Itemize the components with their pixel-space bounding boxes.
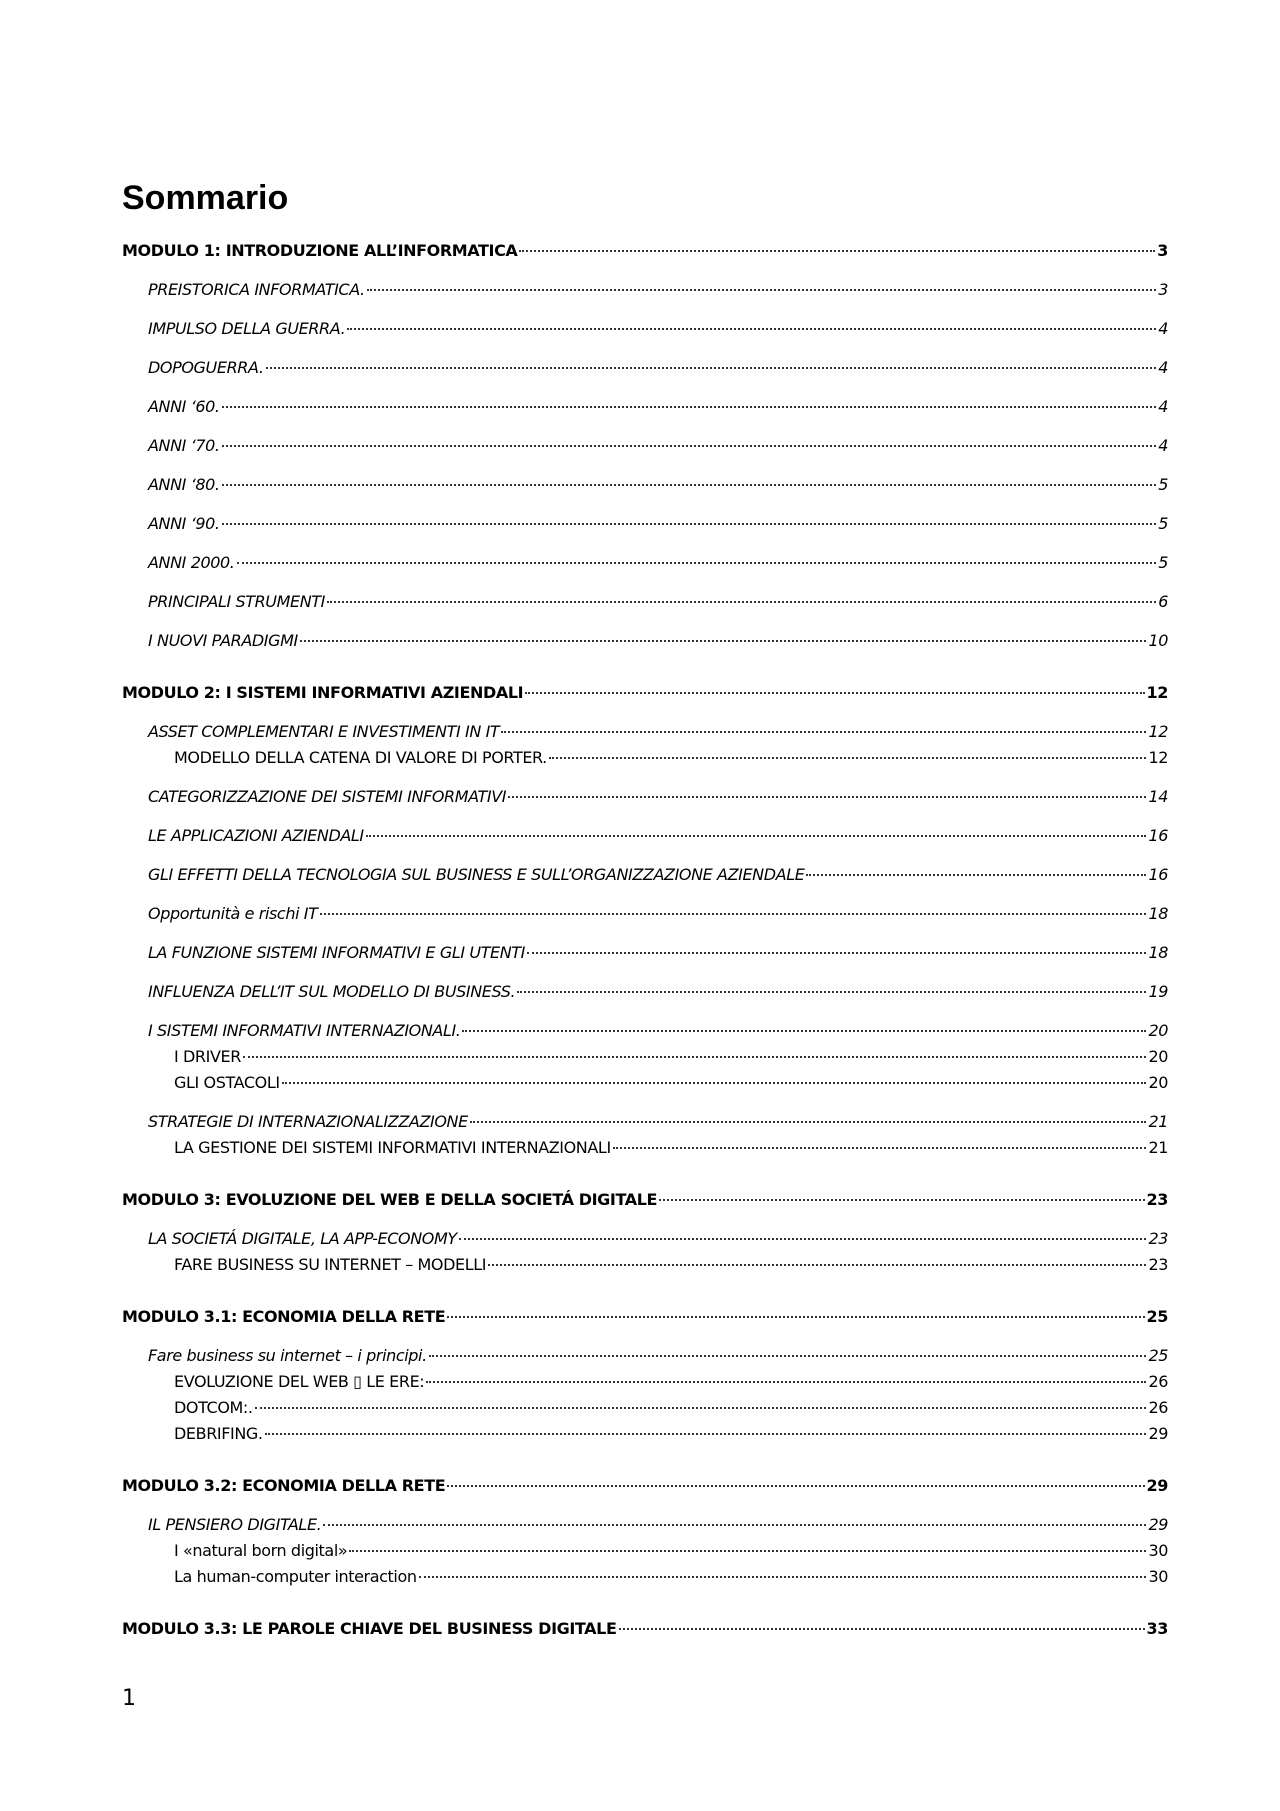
toc-entry-level2[interactable]: [122, 589, 1168, 615]
toc-entry-label: ANNI ‘90.: [148, 514, 220, 533]
toc-entry-page: 16: [1148, 865, 1168, 884]
toc-dot-leader: [265, 1433, 1147, 1435]
toc-entry-label: LA GESTIONE DEI SISTEMI INFORMATIVI INTERNAZIONALI: [174, 1138, 611, 1157]
toc-entry-level1[interactable]: [122, 1473, 1168, 1499]
toc-dot-leader: [222, 523, 1157, 525]
toc-dot-leader: [255, 1407, 1147, 1409]
toc-entry-page: 4: [1158, 358, 1168, 377]
toc-entry-page: 5: [1158, 553, 1168, 572]
toc-dot-leader: [806, 874, 1146, 876]
toc-entry-page: 23: [1148, 1229, 1168, 1248]
toc-dot-leader: [347, 328, 1156, 330]
toc-entry-level2[interactable]: [122, 940, 1168, 966]
toc-entry-page: 4: [1158, 436, 1168, 455]
toc-entry-label: DOPOGUERRA.: [148, 358, 264, 377]
toc-entry-label: Opportunità e rischi IT: [148, 904, 318, 923]
toc-dot-leader: [243, 1056, 1147, 1058]
toc-entry-level3[interactable]: [122, 1044, 1168, 1070]
toc-entry-level3[interactable]: [122, 1538, 1168, 1564]
toc-entry-page: 29: [1146, 1476, 1168, 1495]
toc-entry-page: 21: [1148, 1112, 1168, 1131]
toc-entry-level3[interactable]: [122, 1564, 1168, 1590]
toc-dot-leader: [367, 289, 1156, 291]
toc-entry-level2[interactable]: [122, 862, 1168, 888]
toc-entry-level3[interactable]: [122, 1135, 1168, 1161]
toc-dot-leader: [419, 1576, 1147, 1578]
toc-entry-page: 21: [1148, 1138, 1168, 1157]
toc-entry-label: IL PENSIERO DIGITALE.: [148, 1515, 322, 1534]
toc-dot-leader: [488, 1264, 1146, 1266]
toc-entry-label: ASSET COMPLEMENTARI E INVESTIMENTI IN IT: [148, 722, 500, 741]
toc-entry-level2[interactable]: [122, 719, 1168, 745]
toc-entry-label: MODULO 2: I SISTEMI INFORMATIVI AZIENDALI: [122, 683, 524, 702]
toc-entry-page: 5: [1158, 475, 1168, 494]
toc-entry-page: 25: [1148, 1346, 1168, 1365]
toc-entry-level2[interactable]: [122, 433, 1168, 459]
toc-dot-leader: [462, 1030, 1146, 1032]
toc-entry-level3[interactable]: [122, 1252, 1168, 1278]
toc-entry-level2[interactable]: [122, 394, 1168, 420]
toc-dot-leader: [517, 991, 1146, 993]
toc-entry-page: 5: [1158, 514, 1168, 533]
toc-dot-leader: [323, 1524, 1146, 1526]
toc-entry-label: PREISTORICA INFORMATICA.: [148, 280, 365, 299]
table-of-contents: [122, 238, 1168, 1642]
toc-entry-page: 33: [1146, 1619, 1168, 1638]
toc-dot-leader: [549, 757, 1147, 759]
toc-entry-page: 25: [1146, 1307, 1168, 1326]
toc-entry-label: FARE BUSINESS SU INTERNET – MODELLI: [174, 1255, 487, 1274]
toc-entry-label: MODULO 3: EVOLUZIONE DEL WEB E DELLA SOCIETÁ DIGITALE: [122, 1190, 658, 1209]
toc-entry-page: 4: [1158, 397, 1168, 416]
toc-entry-label: Fare business su internet – i principi.: [148, 1346, 427, 1365]
toc-dot-leader: [266, 367, 1157, 369]
toc-entry-level1[interactable]: [122, 1304, 1168, 1330]
toc-entry-page: 3: [1157, 241, 1168, 260]
toc-entry-level1[interactable]: [122, 1187, 1168, 1213]
toc-entry-page: 19: [1148, 982, 1168, 1001]
toc-dot-leader: [659, 1199, 1144, 1201]
toc-entry-page: 18: [1148, 943, 1168, 962]
toc-entry-level3[interactable]: [122, 1070, 1168, 1096]
toc-entry-level2[interactable]: [122, 472, 1168, 498]
toc-entry-level2[interactable]: [122, 1512, 1168, 1538]
toc-entry-level3[interactable]: [122, 745, 1168, 771]
toc-entry-label: STRATEGIE DI INTERNAZIONALIZZAZIONE: [148, 1112, 468, 1131]
toc-entry-level3[interactable]: [122, 1421, 1168, 1447]
toc-entry-page: 29: [1148, 1424, 1168, 1443]
toc-dot-leader: [447, 1485, 1144, 1487]
toc-entry-label: ANNI ‘70.: [148, 436, 220, 455]
toc-entry-level1[interactable]: [122, 1616, 1168, 1642]
toc-entry-label: ANNI 2000.: [148, 553, 235, 572]
toc-entry-label: EVOLUZIONE DEL WEB ▯ LE ERE:: [174, 1372, 425, 1391]
toc-entry-page: 18: [1148, 904, 1168, 923]
toc-dot-leader: [447, 1316, 1144, 1318]
toc-dot-leader: [459, 1238, 1147, 1240]
toc-entry-page: 26: [1148, 1372, 1168, 1391]
toc-dot-leader: [366, 835, 1147, 837]
toc-entry-page: 23: [1148, 1255, 1168, 1274]
toc-entry-level2[interactable]: [122, 979, 1168, 1005]
toc-entry-page: 12: [1148, 748, 1168, 767]
toc-dot-leader: [501, 731, 1146, 733]
toc-entry-label: GLI OSTACOLI: [174, 1073, 280, 1092]
toc-entry-label: ANNI ‘80.: [148, 475, 220, 494]
toc-dot-leader: [349, 1550, 1146, 1552]
toc-entry-label: INFLUENZA DELL’IT SUL MODELLO DI BUSINESS.: [148, 982, 516, 1001]
toc-dot-leader: [426, 1381, 1146, 1383]
toc-entry-level2[interactable]: [122, 511, 1168, 537]
toc-entry-label: GLI EFFETTI DELLA TECNOLOGIA SUL BUSINESS E SULL’ORGANIZZAZIONE AZIENDALE: [148, 865, 805, 884]
toc-entry-label: La human-computer interaction: [174, 1567, 417, 1586]
toc-entry-label: I DRIVER: [174, 1047, 241, 1066]
toc-entry-label: MODELLO DELLA CATENA DI VALORE DI PORTER.: [174, 748, 547, 767]
toc-entry-level2[interactable]: [122, 277, 1168, 303]
toc-entry-label: PRINCIPALI STRUMENTI: [148, 592, 325, 611]
toc-dot-leader: [613, 1147, 1147, 1149]
toc-dot-leader: [237, 562, 1157, 564]
toc-entry-level2[interactable]: [122, 784, 1168, 810]
toc-dot-leader: [525, 692, 1144, 694]
toc-entry-page: 4: [1158, 319, 1168, 338]
toc-entry-label: MODULO 3.3: LE PAROLE CHIAVE DEL BUSINESS DIGITALE: [122, 1619, 617, 1638]
toc-entry-page: 26: [1148, 1398, 1168, 1417]
toc-entry-level2[interactable]: [122, 628, 1168, 654]
toc-entry-label: I SISTEMI INFORMATIVI INTERNAZIONALI.: [148, 1021, 461, 1040]
page-title: Sommario: [122, 179, 289, 217]
toc-entry-page: 20: [1148, 1047, 1168, 1066]
toc-dot-leader: [320, 913, 1147, 915]
toc-entry-level3[interactable]: [122, 1369, 1168, 1395]
toc-entry-page: 16: [1148, 826, 1168, 845]
toc-dot-leader: [327, 601, 1156, 603]
toc-entry-level2[interactable]: [122, 1343, 1168, 1369]
toc-entry-label: LA SOCIETÁ DIGITALE, LA APP-ECONOMY: [148, 1229, 457, 1248]
toc-entry-page: 30: [1148, 1541, 1168, 1560]
toc-entry-label: DEBRIFING.: [174, 1424, 263, 1443]
toc-entry-page: 23: [1146, 1190, 1168, 1209]
toc-entry-label: ANNI ‘60.: [148, 397, 220, 416]
toc-dot-leader: [619, 1628, 1145, 1630]
toc-entry-page: 30: [1148, 1567, 1168, 1586]
toc-entry-label: I NUOVI PARADIGMI: [148, 631, 298, 650]
toc-entry-level2[interactable]: [122, 823, 1168, 849]
toc-dot-leader: [222, 406, 1157, 408]
toc-entry-label: MODULO 3.1: ECONOMIA DELLA RETE: [122, 1307, 446, 1326]
toc-entry-page: 6: [1158, 592, 1168, 611]
toc-entry-level2[interactable]: [122, 316, 1168, 342]
page-number: 1: [122, 1686, 136, 1711]
toc-dot-leader: [300, 640, 1147, 642]
toc-entry-level3[interactable]: [122, 1395, 1168, 1421]
toc-entry-label: MODULO 3.2: ECONOMIA DELLA RETE: [122, 1476, 446, 1495]
toc-entry-page: 14: [1148, 787, 1168, 806]
toc-entry-level1[interactable]: [122, 238, 1168, 264]
toc-entry-level2[interactable]: [122, 355, 1168, 381]
toc-entry-page: 3: [1158, 280, 1168, 299]
toc-dot-leader: [429, 1355, 1147, 1357]
toc-entry-level2[interactable]: [122, 1226, 1168, 1252]
toc-entry-label: DOTCOM:.: [174, 1398, 253, 1417]
toc-dot-leader: [282, 1082, 1147, 1084]
toc-dot-leader: [527, 952, 1146, 954]
toc-entry-page: 10: [1148, 631, 1168, 650]
toc-entry-page: 12: [1148, 722, 1168, 741]
toc-entry-level1[interactable]: [122, 680, 1168, 706]
toc-dot-leader: [222, 445, 1157, 447]
toc-entry-label: LA FUNZIONE SISTEMI INFORMATIVI E GLI UTENTI: [148, 943, 525, 962]
toc-entry-label: IMPULSO DELLA GUERRA.: [148, 319, 346, 338]
toc-dot-leader: [470, 1121, 1147, 1123]
toc-entry-label: MODULO 1: INTRODUZIONE ALL’INFORMATICA: [122, 241, 518, 260]
toc-entry-page: 20: [1148, 1073, 1168, 1092]
toc-entry-level2[interactable]: [122, 1109, 1168, 1135]
toc-entry-label: LE APPLICAZIONI AZIENDALI: [148, 826, 364, 845]
toc-entry-level2[interactable]: [122, 550, 1168, 576]
toc-dot-leader: [519, 250, 1155, 252]
toc-entry-page: 29: [1148, 1515, 1168, 1534]
toc-entry-label: I «natural born digital»: [174, 1541, 348, 1560]
toc-entry-label: CATEGORIZZAZIONE DEI SISTEMI INFORMATIVI: [148, 787, 507, 806]
toc-dot-leader: [508, 796, 1146, 798]
toc-entry-level2[interactable]: [122, 1018, 1168, 1044]
toc-entry-page: 20: [1148, 1021, 1168, 1040]
toc-dot-leader: [222, 484, 1157, 486]
toc-entry-page: 12: [1146, 683, 1168, 702]
toc-entry-level2[interactable]: [122, 901, 1168, 927]
